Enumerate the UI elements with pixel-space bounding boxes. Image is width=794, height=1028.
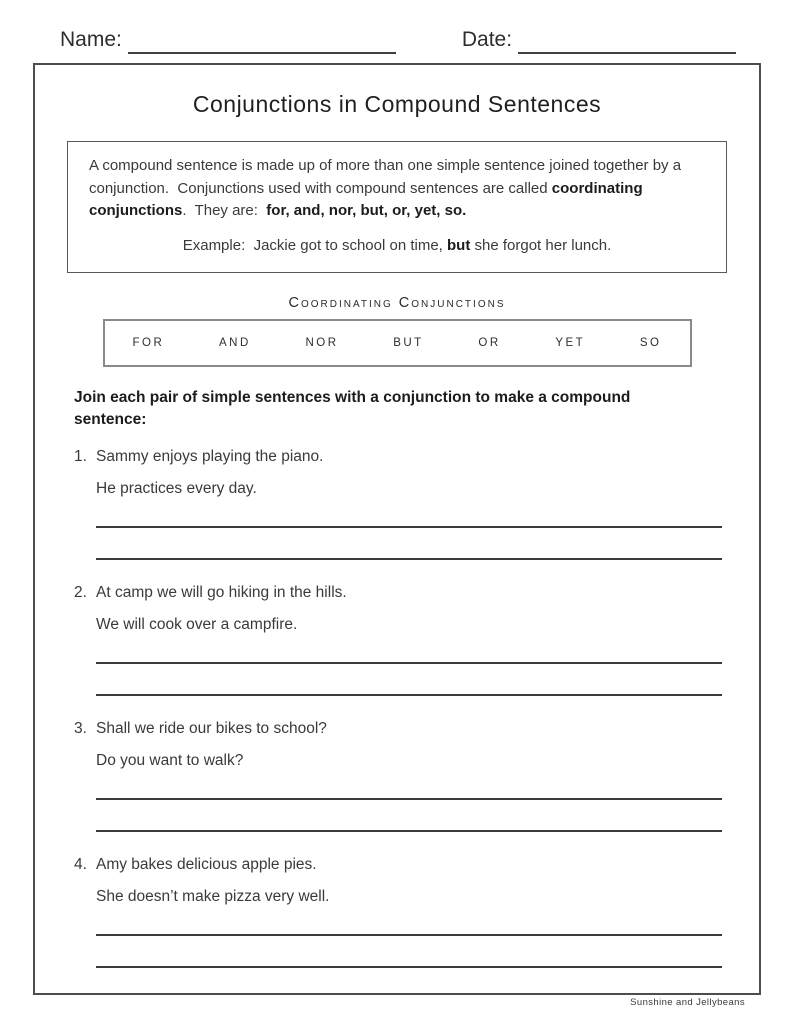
exercise-item-4 [74, 856, 759, 968]
sentence-2: We will cook over a campfire. [96, 616, 298, 634]
sentence-1: At camp we will go hiking in the hills. [96, 584, 347, 602]
answer-line-1[interactable] [96, 906, 722, 936]
instructions-text: Join each pair of simple sentences with a conjunction to make a compound sentence: [74, 389, 631, 428]
item-number: 2. [74, 584, 87, 602]
example-bold-word: but [447, 236, 471, 254]
name-input-line[interactable] [128, 30, 396, 54]
item-number: 3. [74, 720, 87, 738]
answer-line-1[interactable] [96, 498, 722, 528]
worksheet-title: Conjunctions in Compound Sentences [192, 91, 602, 117]
definition-text-part2: . They are: [182, 202, 267, 219]
sentence-2: Do you want to walk? [96, 752, 244, 770]
name-field-group [60, 28, 396, 54]
date-input-line[interactable] [518, 30, 736, 54]
date-field-group [462, 28, 736, 54]
conjunction-cell-or: OR [478, 337, 501, 349]
conjunction-cell-and: AND [218, 337, 251, 349]
sentence-1: Amy bakes delicious apple pies. [96, 856, 317, 874]
answer-line-1[interactable] [96, 634, 722, 664]
exercise-item-1 [74, 448, 759, 560]
footer-credit: Sunshine and Jellybeans [630, 997, 745, 1008]
definition-bold-term: coordinating conjunctions [89, 179, 647, 219]
conjunctions-table [103, 319, 692, 367]
name-date-row [60, 28, 736, 54]
definition-bold-list: for, and, nor, but, or, yet, so. [266, 202, 467, 219]
exercise-item-2 [74, 584, 759, 696]
conjunction-cell-so: SO [639, 337, 662, 349]
answer-line-2[interactable] [96, 528, 722, 560]
conjunction-cell-for: FOR [132, 337, 165, 349]
date-label: Date: [461, 28, 513, 51]
example-text-part1: Example: Jackie got to school on time, [182, 236, 448, 254]
definition-text-part1: A compound sentence is made up of more than one simple sentence joined together by a conjunction. Conjunctions used with compound sentences are called [89, 157, 686, 197]
exercise-list [74, 448, 759, 968]
conjunction-cell-nor: NOR [305, 337, 339, 349]
example-line [89, 235, 705, 258]
answer-line-1[interactable] [96, 770, 722, 800]
sentence-1: Shall we ride our bikes to school? [96, 720, 327, 738]
exercise-item-3 [74, 720, 759, 832]
sentence-2: She doesn’t make pizza very well. [96, 888, 330, 906]
answer-line-2[interactable] [96, 936, 722, 968]
item-number: 4. [74, 856, 87, 874]
sentence-1: Sammy enjoys playing the piano. [96, 448, 324, 466]
sentence-2: He practices every day. [96, 480, 257, 498]
item-number: 1. [74, 448, 87, 466]
name-label: Name: [60, 28, 122, 51]
conjunction-cell-yet: YET [555, 337, 586, 349]
example-text-part2: she forgot her lunch. [470, 236, 612, 254]
definition-text [89, 155, 705, 223]
conjunction-cell-but: BUT [393, 337, 424, 349]
definition-box [67, 141, 727, 273]
answer-line-2[interactable] [96, 664, 722, 696]
answer-line-2[interactable] [96, 800, 722, 832]
worksheet-frame [33, 63, 761, 995]
conjunctions-heading: Coordinating Conjunctions [288, 295, 506, 311]
